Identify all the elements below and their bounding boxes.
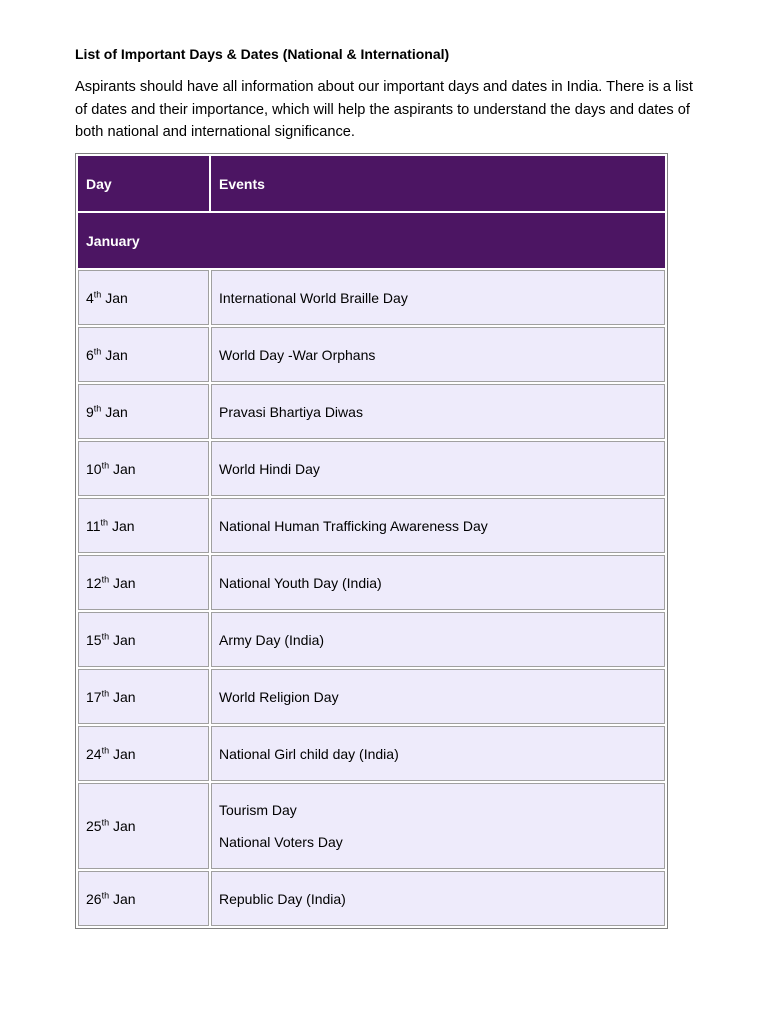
month-row — [78, 213, 665, 268]
day-cell — [78, 871, 209, 926]
event-name: World Day -War Orphans — [219, 346, 376, 363]
day-suffix: th — [101, 889, 110, 900]
event-name: National Human Trafficking Awareness Day — [219, 517, 488, 534]
day-number: 25 — [86, 818, 102, 834]
day-number: 11 — [86, 517, 101, 534]
day-cell — [78, 327, 209, 382]
table-row — [78, 726, 665, 781]
intro-paragraph: Aspirants should have all information about our important days and dates in India. There is a list of dates and their importance, which will help the aspirants to understand the days and dates of both national and international significance. — [75, 79, 693, 140]
table-row — [78, 783, 665, 869]
important-days-table — [75, 153, 668, 929]
day-month: Jan — [112, 460, 136, 477]
day-cell — [78, 726, 209, 781]
day-suffix: th — [93, 288, 102, 299]
header-events: Events — [211, 156, 665, 211]
day-number: 6 — [86, 346, 94, 363]
events-cell — [211, 498, 665, 553]
table-row — [78, 270, 665, 325]
day-suffix: th — [93, 402, 102, 413]
day-number: 9 — [86, 403, 94, 420]
event-name: International World Braille Day — [219, 289, 408, 306]
day-number: 4 — [86, 289, 94, 306]
day-number: 10 — [86, 460, 102, 477]
table-body — [78, 156, 665, 926]
day-cell — [78, 441, 209, 496]
day-month: Jan — [112, 631, 136, 648]
table-row — [78, 669, 665, 724]
event-name: World Religion Day — [219, 688, 339, 705]
day-cell — [78, 783, 209, 869]
event-name: Republic Day (India) — [219, 890, 346, 907]
events-cell — [211, 783, 665, 869]
event-name: National Girl child day (India) — [219, 745, 399, 762]
events-cell — [211, 270, 665, 325]
day-number: 12 — [86, 574, 102, 591]
table-row — [78, 441, 665, 496]
day-month: Jan — [112, 745, 136, 762]
event-name: Pravasi Bhartiya Diwas — [219, 403, 363, 420]
events-cell — [211, 327, 665, 382]
page-title: List of Important Days & Dates (National & International) — [75, 46, 450, 62]
table-row — [78, 555, 665, 610]
events-cell — [211, 669, 665, 724]
day-number: 24 — [86, 745, 102, 762]
day-suffix: th — [101, 744, 110, 755]
month-label: January — [78, 213, 665, 268]
day-suffix: th — [93, 345, 102, 356]
days-table — [76, 154, 667, 928]
event-name: National Voters Day — [219, 834, 343, 850]
table-header-row — [78, 156, 665, 211]
table-row — [78, 384, 665, 439]
event-name: Tourism Day — [219, 802, 297, 818]
table-row — [78, 498, 665, 553]
events-cell — [211, 384, 665, 439]
day-month: Jan — [112, 574, 136, 591]
day-number: 17 — [86, 688, 102, 705]
event-name: National Youth Day (India) — [219, 574, 382, 591]
event-name: Army Day (India) — [219, 631, 325, 648]
day-suffix: th — [101, 459, 110, 470]
day-month: Jan — [105, 403, 128, 420]
day-month: Jan — [105, 289, 128, 306]
day-month: Jan — [112, 688, 136, 705]
day-cell — [78, 555, 209, 610]
day-suffix: th — [101, 573, 110, 584]
day-month: Jan — [111, 517, 135, 534]
day-suffix: th — [101, 687, 110, 698]
events-cell — [211, 612, 665, 667]
day-cell — [78, 669, 209, 724]
table-row — [78, 327, 665, 382]
day-month: Jan — [105, 346, 128, 363]
day-suffix: th — [101, 817, 110, 828]
day-month: Jan — [112, 890, 136, 907]
day-cell — [78, 270, 209, 325]
events-cell — [211, 441, 665, 496]
day-suffix: th — [101, 630, 110, 641]
day-number: 15 — [86, 631, 102, 648]
header-day: Day — [78, 156, 209, 211]
day-cell — [78, 498, 209, 553]
table-row — [78, 871, 665, 926]
events-cell — [211, 555, 665, 610]
day-cell — [78, 384, 209, 439]
events-cell — [211, 871, 665, 926]
day-number: 26 — [86, 890, 102, 907]
day-suffix: th — [100, 516, 109, 527]
day-cell — [78, 612, 209, 667]
day-month: Jan — [112, 818, 136, 834]
event-name: World Hindi Day — [219, 460, 320, 477]
table-row — [78, 612, 665, 667]
events-cell — [211, 726, 665, 781]
